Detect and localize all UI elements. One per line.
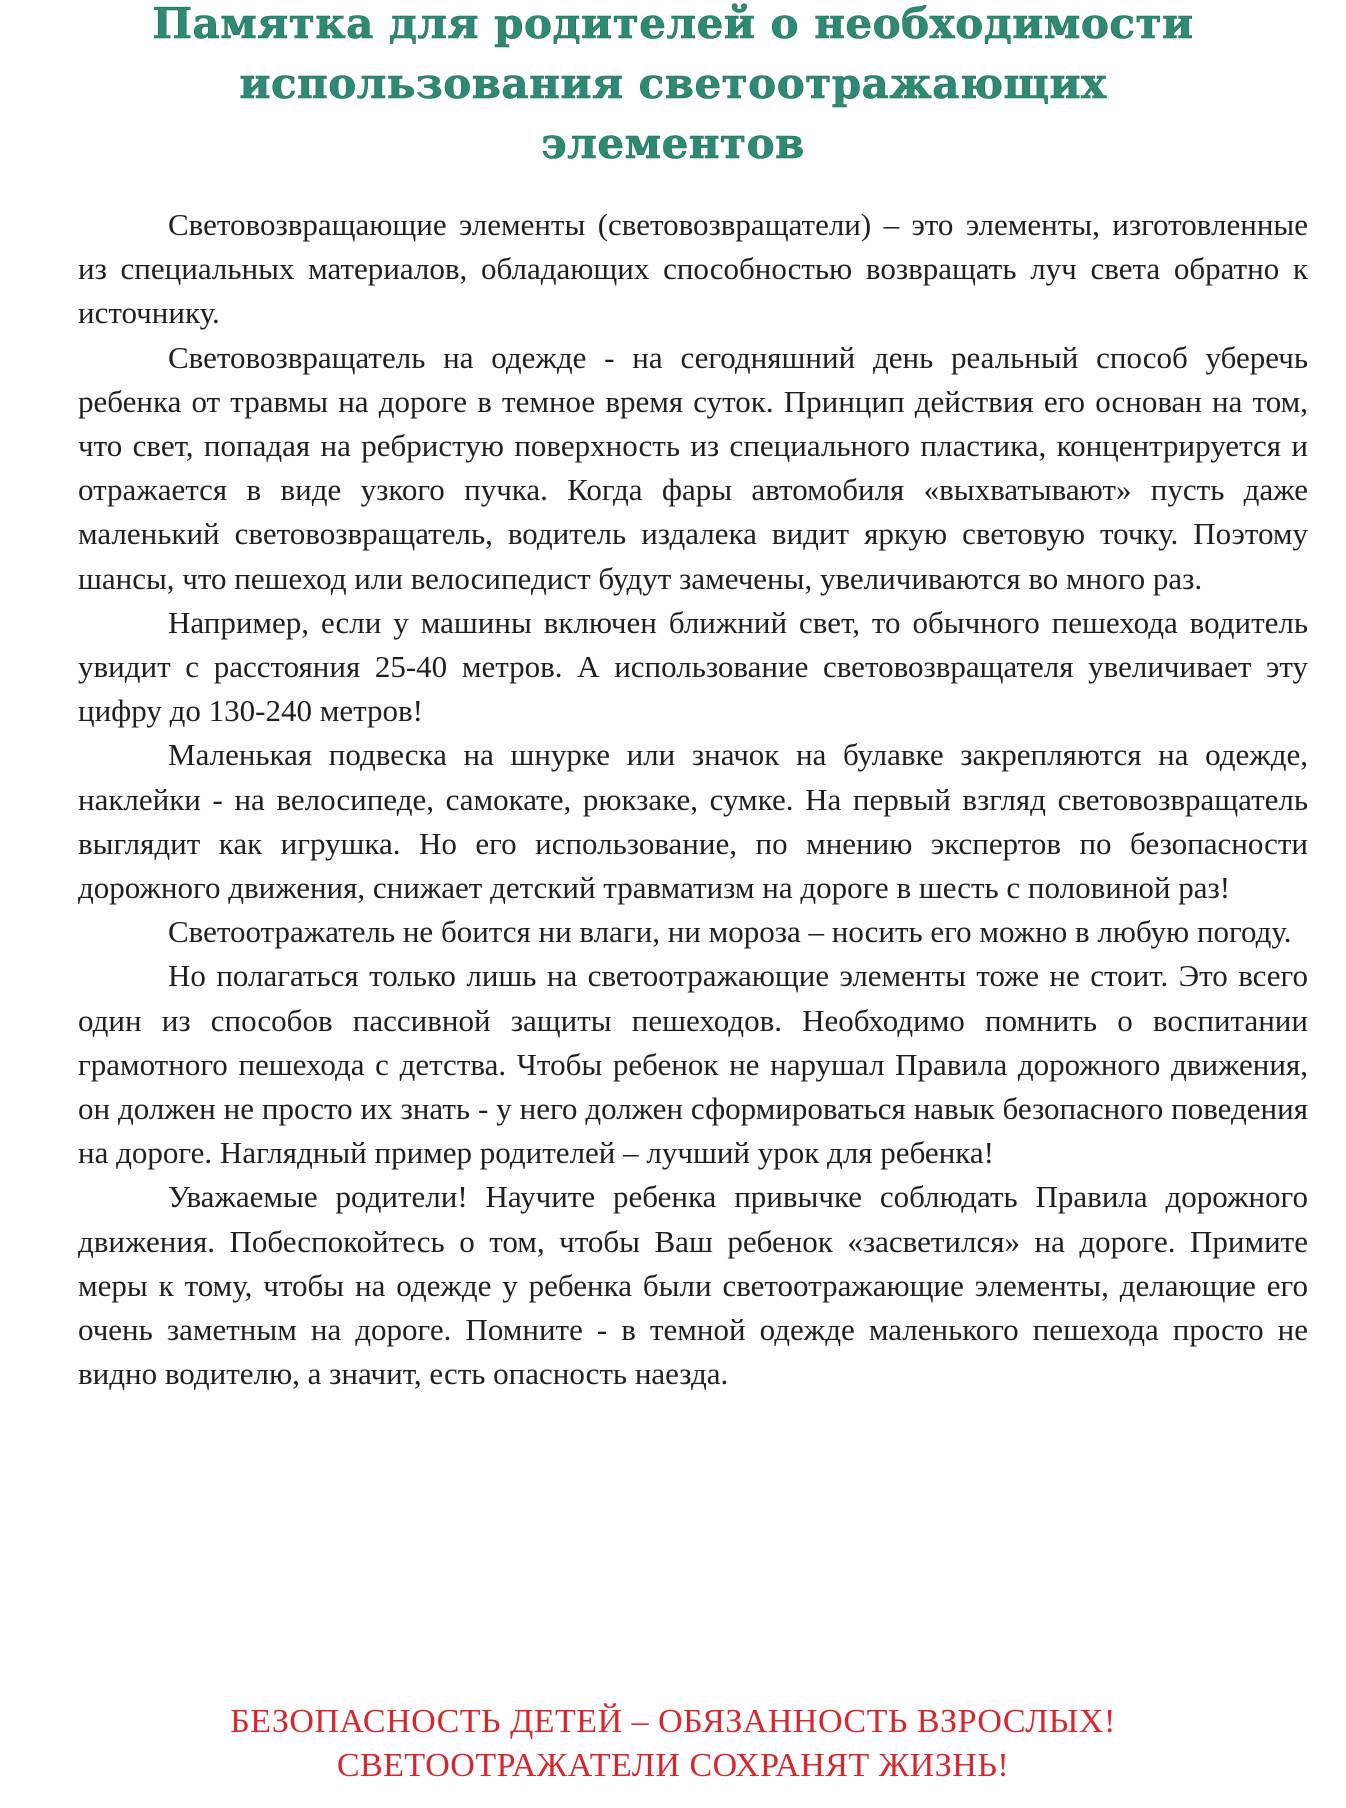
paragraph-weather: Светоотражатель не боится ни влаги, ни мороза – носить его можно в любую погоду. bbox=[168, 914, 1292, 950]
document-body bbox=[78, 203, 1308, 1396]
title-line-2: использования светоотражающих bbox=[239, 59, 1107, 108]
paragraph-usage: Маленькая подвеска на шнурке или значок на булавке закрепляются на одежде, наклейки - на велосипеде, самокате, рюкзаке, сумке. На первый взгляд световозвращатель выглядит как игрушка. Но его использование, по мнению экспертов по безопасности дорожного движения, снижает детский травматизм на дороге в шесть с половиной раз! bbox=[78, 737, 1308, 906]
title-line-3: элементов bbox=[541, 119, 805, 168]
slogan-line-1: БЕЗОПАСНОСТЬ ДЕТЕЙ – ОБЯЗАННОСТЬ ВЗРОСЛЫХ! bbox=[230, 1703, 1116, 1740]
safety-slogan bbox=[60, 1700, 1286, 1788]
document-title bbox=[60, 0, 1286, 174]
paragraph-distance: Например, если у машины включен ближний свет, то обычного пешехода водитель увидит с расстояния 25-40 метров. А использование световозвращателя увеличивает эту цифру до 130-240 метров! bbox=[78, 604, 1308, 729]
slogan-line-2: СВЕТООТРАЖАТЕЛИ СОХРАНЯТ ЖИЗНЬ! bbox=[336, 1747, 1010, 1784]
paragraph-education: Но полагаться только лишь на светоотражающие элементы тоже не стоит. Это всего один из способов пассивной защиты пешеходов. Необходимо помнить о воспитании грамотного пешехода с детства. Чтобы ребенок не нарушал Правила дорожного движения, он должен не просто их знать - у него должен сформироваться навык безопасного поведения на дороге. Наглядный пример родителей – лучший урок для ребенка! bbox=[78, 958, 1308, 1171]
paragraph-appeal: Уважаемые родители! Научите ребенка привычке соблюдать Правила дорожного движения. Побеспокойтесь о том, чтобы Ваш ребенок «засветился» на дороге. Примите меры к тому, чтобы на одежде у ребенка были светоотражающие элементы, делающие его очень заметным на дороге. Помните - в темной одежде маленького пешехода просто не видно водителю, а значит, есть опасность наезда. bbox=[78, 1179, 1308, 1392]
title-line-1: Памятка для родителей о необходимости bbox=[152, 0, 1194, 48]
paragraph-principle: Световозвращатель на одежде - на сегодняшний день реальный способ уберечь ребенка от травмы на дороге в темное время суток. Принцип действия его основан на том, что свет, попадая на ребристую поверхность из специального пластика, концентрируется и отражается в виде узкого пучка. Когда фары автомобиля «выхватывают» пусть даже маленький световозвращатель, водитель издалека видит яркую световую точку. Поэтому шансы, что пешеход или велосипедист будут замечены, увеличиваются во много раз. bbox=[78, 339, 1308, 596]
paragraph-definition: Световозвращающие элементы (световозвращатели) – это элементы, изготовленные из специальных материалов, обладающих способностью возвращать луч света обратно к источнику. bbox=[78, 207, 1308, 331]
